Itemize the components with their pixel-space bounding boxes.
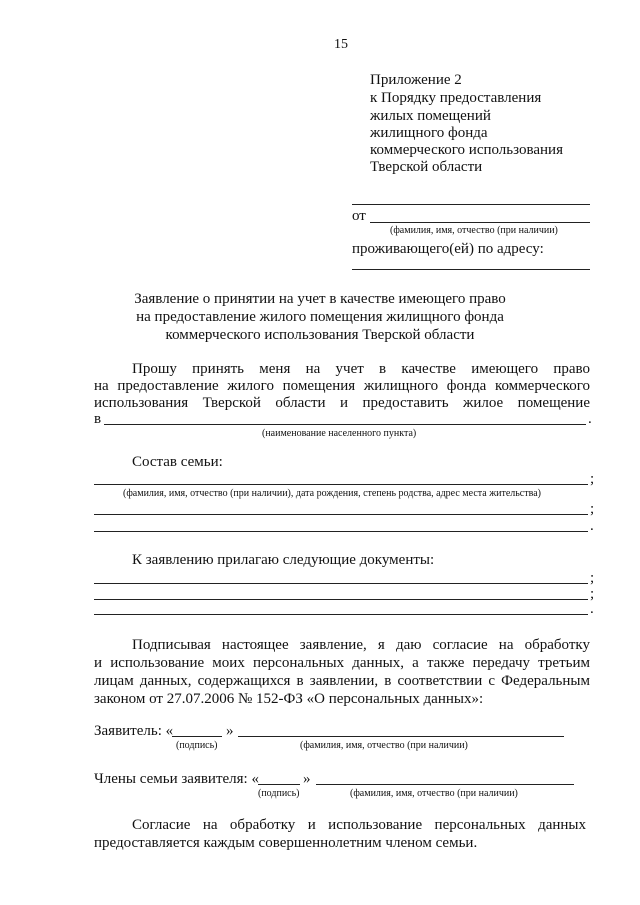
family-line-1[interactable]	[94, 484, 588, 485]
appendix-line: к Порядку предоставления	[370, 90, 542, 106]
documents-label: К заявлению прилагаю следующие документы:	[132, 552, 435, 568]
documents-semicolon-1: ;	[590, 570, 595, 586]
family-line-3[interactable]	[94, 531, 588, 532]
family-dot: .	[590, 518, 594, 534]
family-semicolon-2: ;	[590, 501, 595, 517]
request-line-2: на предоставление жилого помещения жилищного фонда коммерческого	[94, 378, 590, 394]
applicant-fio-line[interactable]	[238, 736, 564, 737]
family-caption: (фамилия, имя, отчество (при наличии), дата рождения, степень родства, адрес места жительства)	[123, 488, 541, 499]
applicant-fio-caption: (фамилия, имя, отчество (при наличии)	[300, 740, 468, 751]
consent-line-1: Подписывая настоящее заявление, я даю согласие на обработку	[132, 637, 590, 653]
family-members-fio-caption: (фамилия, имя, отчество (при наличии)	[350, 788, 518, 799]
footer-note-line-1: Согласие на обработку и использование персональных данных	[132, 817, 586, 833]
document-title-line-3: коммерческого использования Тверской области	[165, 327, 475, 343]
applicant-signature-caption: (подпись)	[176, 740, 218, 751]
consent-line-4: законом от 27.07.2006 № 152-ФЗ «О персональных данных»:	[94, 691, 484, 707]
appendix-line: Тверской области	[370, 159, 483, 175]
residing-label: проживающего(ей) по адресу:	[352, 241, 544, 257]
documents-line-1[interactable]	[94, 583, 588, 584]
appendix-line: жилых помещений	[370, 108, 491, 124]
settlement-end-dot: .	[588, 411, 592, 427]
documents-line-2[interactable]	[94, 599, 588, 600]
family-members-signature-caption: (подпись)	[258, 788, 300, 799]
page-number: 15	[334, 37, 348, 52]
family-members-close-quote: »	[303, 771, 311, 787]
address-line[interactable]	[352, 269, 590, 270]
family-label: Состав семьи:	[132, 454, 223, 470]
prefix-v: в	[94, 411, 102, 427]
document-title-line-2: на предоставление жилого помещения жилищного фонда	[136, 309, 504, 325]
document-title-line-1: Заявление о принятии на учет в качестве имеющего право	[134, 291, 506, 307]
settlement-caption: (наименование населенного пункта)	[262, 428, 417, 439]
request-line-3: использования Тверской области и предоставить жилое помещение	[94, 395, 590, 411]
footer-note-line-2: предоставляется каждым совершеннолетним членом семьи.	[94, 835, 478, 851]
family-members-label: Члены семьи заявителя: «	[94, 771, 259, 787]
applicant-signature-line[interactable]	[172, 736, 222, 737]
family-line-2[interactable]	[94, 514, 588, 515]
consent-line-3: лицам данных, содержащихся в заявлении, в соответствии с Федеральным	[94, 673, 590, 689]
applicant-fio-line[interactable]	[370, 222, 590, 223]
addressee-line[interactable]	[352, 204, 590, 205]
family-semicolon-1: ;	[590, 471, 595, 487]
family-members-signature-line[interactable]	[258, 784, 300, 785]
documents-dot: .	[590, 601, 594, 617]
documents-semicolon-2: ;	[590, 586, 595, 602]
documents-line-3[interactable]	[94, 614, 588, 615]
settlement-line[interactable]	[104, 424, 586, 425]
fio-caption: (фамилия, имя, отчество (при наличии)	[390, 225, 558, 236]
appendix-line: коммерческого использования	[370, 142, 563, 158]
from-label: от	[352, 208, 366, 224]
appendix-line: Приложение 2	[370, 72, 462, 88]
consent-line-2: и использование моих персональных данных, а также передачу третьим	[94, 655, 590, 671]
applicant-label: Заявитель: «	[94, 723, 174, 739]
family-members-fio-line[interactable]	[316, 784, 574, 785]
request-line-1: Прошу принять меня на учет в качестве имеющего право	[132, 361, 590, 377]
applicant-close-quote: »	[226, 723, 234, 739]
appendix-line: жилищного фонда	[370, 125, 488, 141]
